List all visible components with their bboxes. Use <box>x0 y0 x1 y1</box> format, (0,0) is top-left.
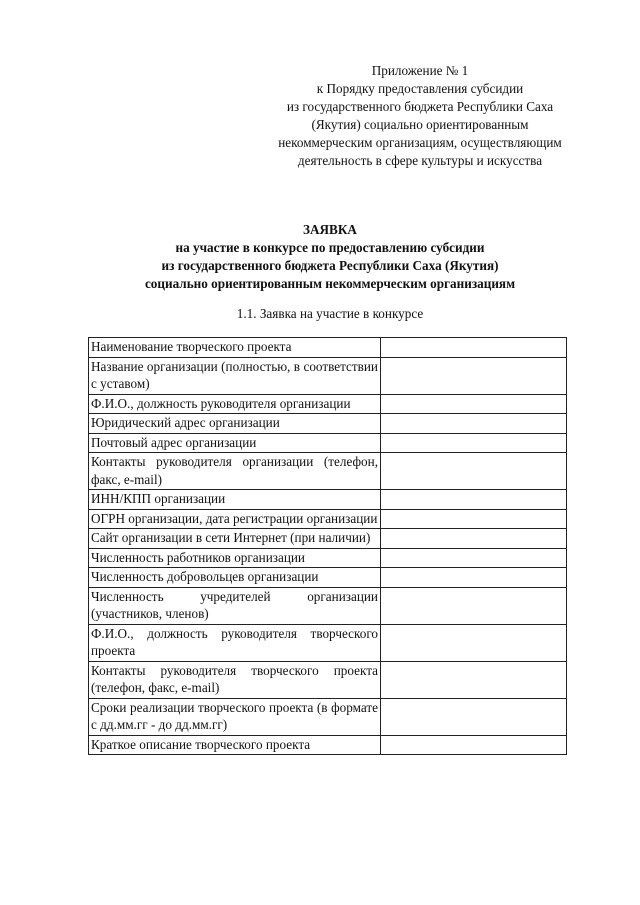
table-row <box>89 735 567 755</box>
row-value-cell[interactable] <box>381 357 567 394</box>
row-label: Наименование творческого проекта <box>89 338 381 358</box>
section-label: 1.1. Заявка на участие в конкурсе <box>236 306 424 321</box>
row-value-cell[interactable] <box>381 624 567 661</box>
row-value-cell[interactable] <box>381 509 567 529</box>
row-value-cell[interactable] <box>381 338 567 358</box>
row-value-cell[interactable] <box>381 414 567 434</box>
row-label: Ф.И.О., должность руководителя творческого проекта <box>89 624 381 661</box>
row-value-cell[interactable] <box>381 548 567 568</box>
table-row <box>89 624 567 661</box>
table-row <box>89 698 567 735</box>
table-row <box>89 338 567 358</box>
row-value-cell[interactable] <box>381 698 567 735</box>
table-row <box>89 568 567 588</box>
table-row <box>89 509 567 529</box>
table-row <box>89 529 567 549</box>
row-label: Юридический адрес организации <box>89 414 381 434</box>
table-row <box>89 433 567 453</box>
table-row <box>89 661 567 698</box>
appendix-line: к Порядку предоставления субсидии <box>316 81 524 96</box>
title-line: на участие в конкурсе по предоставлению субсидии <box>175 240 485 255</box>
table-row <box>89 453 567 490</box>
title-heading: ЗАЯВКА <box>303 222 357 237</box>
table-row <box>89 414 567 434</box>
row-label: Краткое описание творческого проекта <box>89 735 381 755</box>
row-value-cell[interactable] <box>381 394 567 414</box>
table-row <box>89 357 567 394</box>
row-label: Контакты руководителя организации (телефон, факс, e-mail) <box>89 453 381 490</box>
appendix-line: деятельность в сфере культуры и искусства <box>297 153 543 168</box>
application-form-table <box>88 337 567 755</box>
table-row <box>89 490 567 510</box>
row-value-cell[interactable] <box>381 529 567 549</box>
row-label: ОГРН организации, дата регистрации организации <box>89 509 381 529</box>
row-value-cell[interactable] <box>381 661 567 698</box>
row-label: Сроки реализации творческого проекта (в формате с дд.мм.гг - до дд.мм.гг) <box>89 698 381 735</box>
appendix-header <box>210 62 630 170</box>
appendix-line: из государственного бюджета Республики Саха <box>286 99 554 114</box>
appendix-line: некоммерческим организациям, осуществляющим <box>278 135 562 150</box>
row-value-cell[interactable] <box>381 490 567 510</box>
table-row <box>89 587 567 624</box>
row-label: Численность работников организации <box>89 548 381 568</box>
row-value-cell[interactable] <box>381 433 567 453</box>
row-label: Сайт организации в сети Интернет (при наличии) <box>89 529 381 549</box>
row-value-cell[interactable] <box>381 568 567 588</box>
appendix-line: (Якутия) социально ориентированным <box>311 117 529 132</box>
row-value-cell[interactable] <box>381 453 567 490</box>
title-line: социально ориентированным некоммерческим организациям <box>144 276 516 291</box>
table-row <box>89 394 567 414</box>
row-label: Почтовый адрес организации <box>89 433 381 453</box>
document-title <box>70 221 590 293</box>
appendix-line: Приложение № 1 <box>371 63 469 78</box>
table-row <box>89 548 567 568</box>
title-line: из государственного бюджета Республики Саха (Якутия) <box>161 258 499 273</box>
row-label: Ф.И.О., должность руководителя организации <box>89 394 381 414</box>
row-label: Численность добровольцев организации <box>89 568 381 588</box>
row-label: Название организации (полностью, в соответствии с уставом) <box>89 357 381 394</box>
row-value-cell[interactable] <box>381 587 567 624</box>
row-value-cell[interactable] <box>381 735 567 755</box>
row-label: Контакты руководителя творческого проекта (телефон, факс, e-mail) <box>89 661 381 698</box>
row-label: ИНН/КПП организации <box>89 490 381 510</box>
row-label: Численность учредителей организации (участников, членов) <box>89 587 381 624</box>
